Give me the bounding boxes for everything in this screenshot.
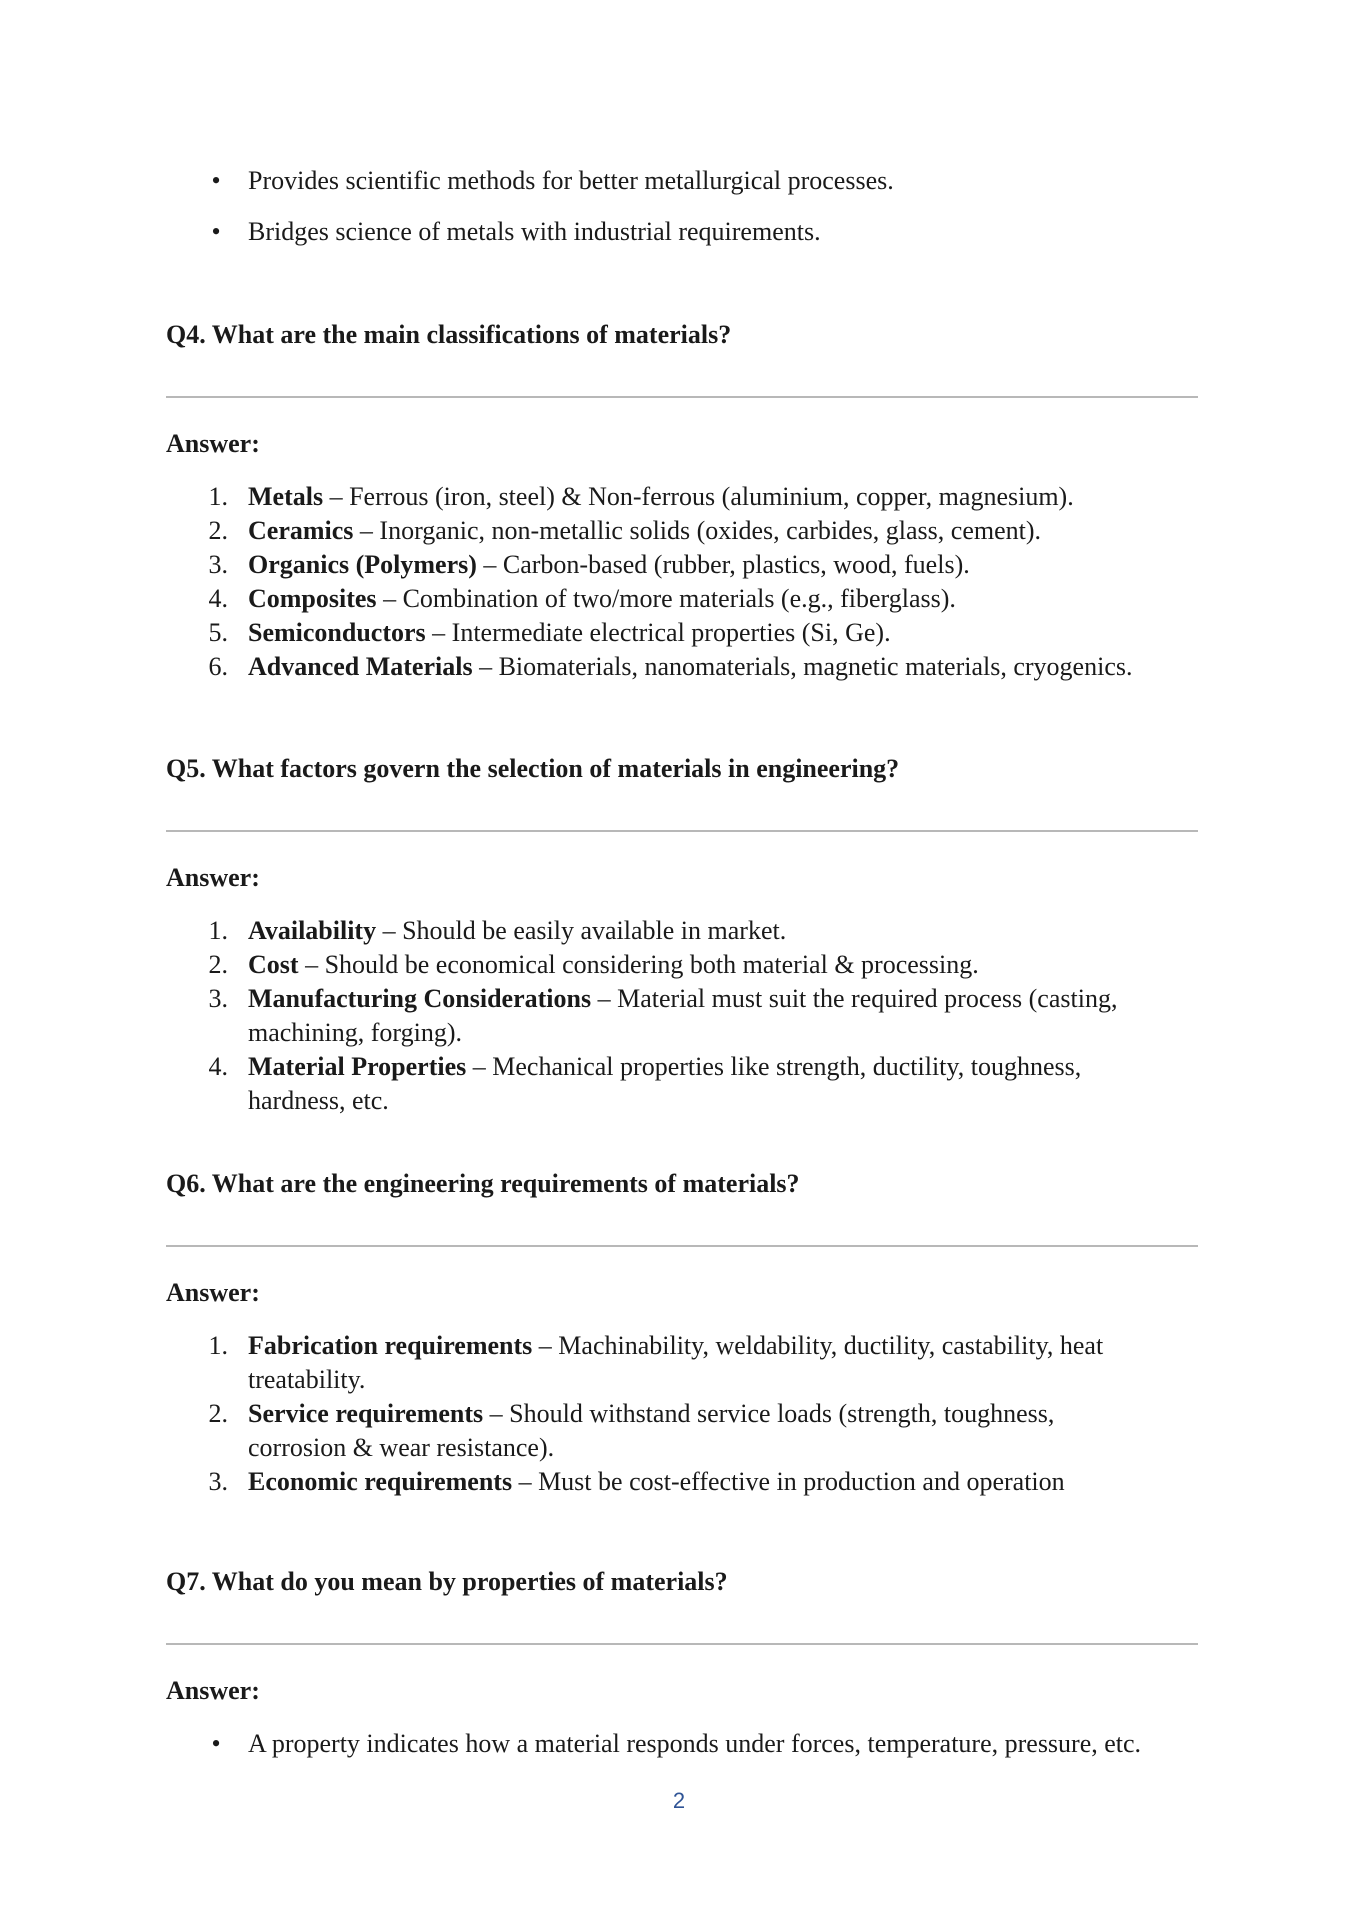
bullet-icon: • xyxy=(211,166,221,195)
answer-label: Answer: xyxy=(166,429,260,458)
answer-label: Answer: xyxy=(166,1278,260,1307)
bullet-icon: • xyxy=(211,217,221,246)
divider xyxy=(166,1245,1198,1247)
divider xyxy=(166,830,1198,832)
answer-label: Answer: xyxy=(166,1676,260,1705)
document-page: • Provides scientific methods for better metallurgical processes. • Bridges science of metals with industrial requirements. Q4. What are the main classifications of materials? Answer: 1. Metals – Ferrous (iron, steel) & Non-ferrous (aluminium, copper, magnesium). 2. Ceramics – Inorganic, non-metallic solids (oxides, carbides, glass, cement). 3. Organics (Polymers) – Carbon-based (rubber, plastics, wood, fuels). 4. Composites – Combination of two/more materials (e.g., fiberglass). 5. Semiconductors – Intermediate electrical properties (Si, Ge). 6. Advanced Materials – Biomaterials, nanomaterials, magnetic materials, cryogenics. Q5. What factors govern the selection of materials in engineering? Answer: 1. Availability – Should be easily available in market. 2. Cost – Should be economical considering both material & processing. 3. Manufacturing Considerations – Material must suit the required process (casting, machining, forging). 4. Material Properties – Mechanical properties like strength, ductility, toughness, hardness, etc. Q6. What are the engineering requirements of materials? Answer: 1. Fabrication requirements – Machinability, weldability, ductility, castability, heat treatability. 2. Service requirements – Should withstand service loads (strength, toughness, corrosion & wear resistance). 3. Economic requirements – Must be cost-effective in production and operation Q7. What do you mean by properties of materials? Answer: • A property indicates how a material responds under forces, temperature, pressure, etc. 2 xyxy=(0,0,1358,1920)
bullet-icon: • xyxy=(211,1729,221,1758)
page-number: 2 xyxy=(672,1788,686,1813)
question-heading: Q5. What factors govern the selection of materials in engineering? xyxy=(166,754,900,783)
question-heading: Q7. What do you mean by properties of materials? xyxy=(166,1567,728,1596)
answer-label: Answer: xyxy=(166,863,260,892)
divider xyxy=(166,396,1198,398)
question-heading: Q6. What are the engineering requirements of materials? xyxy=(166,1169,800,1198)
divider xyxy=(166,1643,1198,1645)
question-heading: Q4. What are the main classifications of materials? xyxy=(166,320,732,349)
